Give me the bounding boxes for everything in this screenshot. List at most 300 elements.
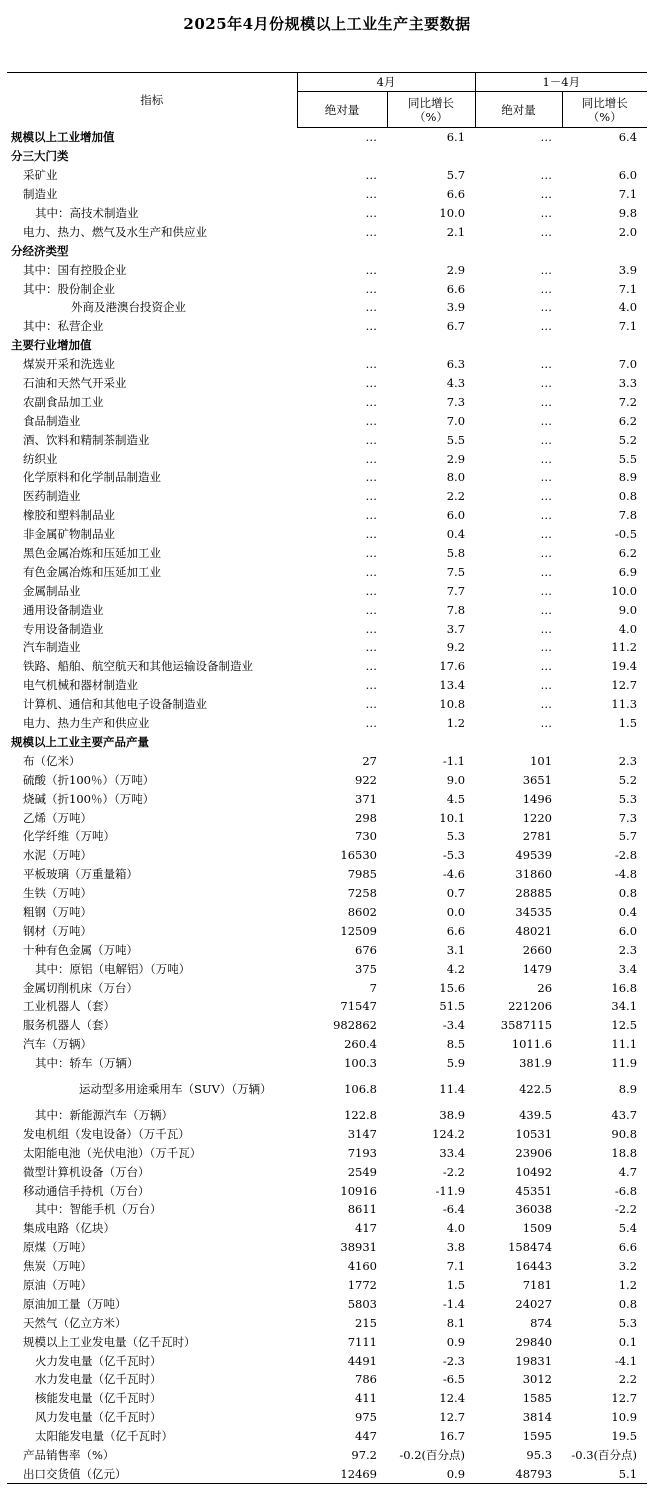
row-label: 石油和天然气开采业: [23, 376, 127, 391]
row-label: 水泥（万吨）: [23, 848, 92, 863]
table-row: [7, 1219, 647, 1238]
month-yoy-value: 0.4: [446, 527, 466, 542]
ytd-abs-value: 26: [537, 980, 553, 995]
ytd-abs-value: …: [540, 659, 553, 674]
row-label: 产品销售率（%）: [23, 1448, 115, 1462]
ytd-yoy-value: 19.4: [611, 659, 638, 674]
month-abs-value: 7258: [347, 886, 377, 901]
month-yoy-value: 10.0: [439, 206, 466, 220]
table-row: [7, 1124, 647, 1143]
month-abs-value: …: [365, 697, 377, 712]
month-abs-value: …: [365, 621, 377, 636]
month-yoy-value: 4.5: [446, 791, 466, 806]
month-abs-value: 100.3: [344, 1056, 377, 1071]
table-row: [7, 241, 647, 260]
ytd-abs-value: 95.3: [526, 1448, 553, 1462]
month-abs-value: 260.4: [344, 1037, 377, 1052]
data-table: [7, 72, 647, 1484]
month-yoy-value: 1.2: [446, 716, 466, 731]
month-abs-value: …: [365, 224, 377, 239]
table-row: [7, 411, 647, 430]
row-label: 规模以上工业增加值: [11, 130, 115, 145]
row-label: 太阳能发电量（亿千瓦时）: [35, 1429, 173, 1444]
month-abs-value: 122.8: [344, 1107, 377, 1122]
month-abs-value: 676: [355, 942, 377, 957]
month-abs-value: …: [365, 564, 377, 579]
month-yoy-value: 9.2: [446, 640, 466, 655]
month-yoy-value: [387, 733, 475, 752]
table-row: [7, 751, 647, 770]
table-row: [7, 638, 647, 657]
ytd-abs-value: …: [540, 130, 553, 145]
month-abs-value: 106.8: [344, 1082, 377, 1097]
table-row: [7, 1351, 647, 1370]
row-label: 农副食品加工业: [23, 394, 104, 409]
ytd-abs-value: 422.5: [519, 1082, 553, 1097]
row-label: 外商及港澳台投资企业: [71, 300, 186, 315]
ytd-abs-value: 2781: [522, 829, 553, 844]
month-yoy-value: -1.4: [442, 1296, 466, 1311]
row-label: 分三大门类: [11, 149, 69, 164]
ytd-yoy-value: 6.0: [618, 168, 638, 183]
month-abs-value: 298: [355, 810, 377, 825]
row-label: 煤炭开采和洗选业: [23, 357, 115, 372]
ytd-abs-value: 1479: [522, 961, 553, 976]
row-label: 焦炭（万吨）: [23, 1259, 92, 1274]
ytd-abs-value: …: [540, 489, 553, 504]
month-abs-value: 417: [355, 1221, 377, 1236]
table-row: [7, 1294, 647, 1313]
month-abs-value: 8602: [347, 904, 377, 919]
row-label: 分经济类型: [11, 243, 69, 258]
month-abs-value: 411: [355, 1391, 377, 1406]
month-abs-value: 1772: [347, 1277, 377, 1292]
ytd-yoy-value: 2.3: [618, 753, 638, 768]
month-yoy-value: 13.4: [439, 678, 466, 693]
month-yoy-value: 3.7: [446, 621, 466, 636]
ytd-abs-value: …: [540, 300, 553, 315]
month-yoy-value: 7.0: [446, 413, 466, 428]
row-label: 汽车（万辆）: [23, 1037, 92, 1052]
table-row: [7, 978, 647, 997]
ytd-abs-value: 23906: [515, 1145, 553, 1160]
month-abs-value: 7985: [347, 867, 377, 882]
row-label: 生铁（万吨）: [23, 886, 92, 901]
row-label: 电力、热力、燃气及水生产和供应业: [23, 224, 207, 239]
ytd-yoy-value: [562, 241, 647, 260]
table-row: [7, 657, 647, 676]
month-yoy-value: [387, 147, 475, 166]
ytd-yoy-value: 6.9: [618, 564, 638, 579]
month-abs-value: 447: [355, 1429, 377, 1444]
ytd-abs-value: …: [540, 564, 553, 579]
month-abs-value: 3147: [347, 1126, 377, 1141]
table-row: [7, 1035, 647, 1054]
ytd-abs-value: 49539: [515, 848, 553, 863]
ytd-abs-value: …: [540, 546, 553, 561]
ytd-yoy-value: 3.2: [618, 1259, 638, 1274]
ytd-abs-value: 1220: [522, 810, 553, 825]
month-yoy-value: 12.4: [439, 1391, 466, 1406]
ytd-yoy-value: 9.8: [618, 206, 638, 220]
ytd-yoy-value: [562, 733, 647, 752]
month-abs-value: 4491: [347, 1353, 377, 1368]
table-row: [7, 733, 647, 752]
ytd-abs-value: [475, 147, 562, 166]
ytd-abs-value: 34535: [515, 904, 553, 919]
month-yoy-value: 6.6: [446, 187, 466, 202]
month-abs-value: …: [365, 262, 377, 277]
month-yoy-value: 4.0: [446, 1221, 466, 1236]
month-abs-value: …: [365, 527, 377, 542]
month-yoy-value: 4.3: [446, 376, 466, 391]
ytd-yoy-value: 5.3: [618, 791, 638, 806]
ytd-abs-value: 48793: [475, 1464, 562, 1483]
ytd-abs-value: 19831: [515, 1353, 553, 1368]
month-abs-value: 371: [355, 791, 377, 806]
ytd-yoy-value: 18.8: [611, 1145, 638, 1160]
ytd-yoy-value: 6.0: [618, 923, 638, 938]
ytd-yoy-value: 4.0: [618, 621, 638, 636]
ytd-abs-value: [475, 733, 562, 752]
header-period-month: 4月: [297, 73, 475, 92]
month-yoy-value: 5.7: [446, 168, 466, 183]
month-yoy-value: 5.5: [446, 432, 466, 447]
month-yoy-value: 7.1: [446, 1259, 466, 1274]
table-row: [7, 1238, 647, 1257]
ytd-abs-value: [475, 336, 562, 355]
table-row: [7, 1016, 647, 1035]
table-row: [7, 544, 647, 563]
month-abs-value: 786: [355, 1372, 377, 1387]
ytd-abs-value: 381.9: [519, 1056, 553, 1071]
table-row: [7, 846, 647, 865]
ytd-abs-value: …: [540, 394, 553, 409]
ytd-abs-value: …: [540, 527, 553, 542]
row-label: 天然气（亿立方米）: [23, 1315, 127, 1330]
month-yoy-value: -5.3: [442, 848, 466, 863]
ytd-abs-value: 45351: [515, 1183, 553, 1198]
ytd-yoy-value: 4.0: [618, 300, 638, 315]
ytd-abs-value: …: [540, 583, 553, 598]
ytd-yoy-value: 8.9: [618, 470, 638, 485]
table-row: [7, 1181, 647, 1200]
ytd-yoy-value: 0.8: [618, 489, 638, 504]
ytd-yoy-value: 5.2: [618, 432, 638, 447]
ytd-yoy-value: [562, 336, 647, 355]
ytd-abs-value: …: [540, 470, 553, 485]
row-label: 发电机组（发电设备）（万千瓦）: [23, 1126, 190, 1141]
month-yoy-value: 124.2: [432, 1126, 466, 1141]
ytd-yoy-value: 7.0: [618, 357, 638, 372]
table-row: [7, 903, 647, 922]
ytd-abs-value: 1595: [522, 1429, 553, 1444]
table-row: [7, 449, 647, 468]
row-label: 十种有色金属（万吨）: [23, 942, 138, 957]
table-row: [7, 260, 647, 279]
ytd-abs-value: 1509: [522, 1221, 553, 1236]
month-yoy-value: -2.2: [442, 1164, 466, 1179]
row-label: 风力发电量（亿千瓦时）: [35, 1410, 162, 1425]
table-row: [7, 298, 647, 317]
ytd-abs-value: 101: [530, 753, 553, 768]
row-label: 化学原料和化学制品制造业: [23, 470, 161, 485]
ytd-abs-value: 3012: [522, 1372, 553, 1387]
row-label: 橡胶和塑料制品业: [23, 508, 115, 523]
ytd-abs-value: …: [540, 206, 553, 220]
row-label: 太阳能电池（光伏电池）（万千瓦）: [23, 1145, 202, 1160]
table-row: [7, 695, 647, 714]
month-yoy-value: 11.4: [439, 1082, 466, 1097]
month-abs-value: …: [365, 413, 377, 428]
ytd-yoy-value: 34.1: [611, 999, 638, 1014]
ytd-yoy-value: 6.2: [618, 413, 638, 428]
ytd-yoy-value: 0.4: [618, 904, 638, 919]
table-row: [7, 714, 647, 733]
row-label: 化学纤维（万吨）: [23, 829, 115, 844]
row-label: 运动型多用途乘用车（SUV）（万辆）: [79, 1081, 272, 1096]
month-yoy-value: -4.6: [442, 867, 466, 882]
row-label: 集成电路（亿块）: [23, 1221, 115, 1236]
month-yoy-value: 9.0: [446, 772, 466, 787]
table-row: [7, 770, 647, 789]
month-abs-value: …: [365, 470, 377, 485]
ytd-yoy-value: 8.9: [618, 1082, 638, 1097]
month-abs-value: …: [365, 187, 377, 202]
month-abs-value: …: [365, 432, 377, 447]
month-yoy-value: 6.3: [446, 357, 466, 372]
row-label: 纺织业: [23, 451, 58, 466]
row-label: 其中：国有控股企业: [23, 262, 127, 277]
row-label: 其中：原铝（电解铝）（万吨）: [35, 961, 191, 976]
row-label: 电气机械和器材制造业: [23, 678, 138, 693]
month-yoy-value: 3.9: [446, 300, 466, 315]
month-abs-value: 7111: [347, 1334, 377, 1349]
month-abs-value: 7193: [347, 1145, 377, 1160]
header-yoy-label: 同比增长: [408, 95, 454, 110]
ytd-yoy-value: 5.2: [618, 772, 638, 787]
ytd-abs-value: 28885: [515, 886, 553, 901]
table-row: [7, 1389, 647, 1408]
ytd-abs-value: …: [540, 602, 553, 617]
month-abs-value: …: [365, 489, 377, 504]
table-row: [7, 940, 647, 959]
ytd-abs-value: 3651: [522, 772, 553, 787]
row-label: 烧碱（折100％）（万吨）: [23, 791, 155, 806]
ytd-abs-value: 36038: [515, 1202, 553, 1217]
table-row: [7, 1054, 647, 1073]
month-abs-value: …: [365, 678, 377, 693]
row-label: 原煤（万吨）: [23, 1240, 92, 1255]
ytd-abs-value: …: [540, 319, 553, 334]
ytd-yoy-value: 4.7: [618, 1164, 638, 1179]
month-abs-value: …: [365, 281, 377, 296]
header-yoy-ytd: [562, 92, 647, 128]
table-row: [7, 600, 647, 619]
row-label: 电力、热力生产和供应业: [23, 716, 150, 731]
row-label: 其中：高技术制造业: [35, 206, 139, 220]
month-abs-value: 71547: [340, 999, 377, 1014]
row-label: 非金属矿物制品业: [23, 527, 115, 542]
month-abs-value: [297, 241, 387, 260]
ytd-abs-value: 158474: [508, 1240, 553, 1255]
month-abs-value: …: [365, 130, 377, 145]
month-yoy-value: 0.9: [446, 1334, 466, 1349]
ytd-yoy-value: 12.5: [611, 1018, 638, 1033]
row-label: 微型计算机设备（万台）: [23, 1164, 150, 1179]
row-label: 原油（万吨）: [23, 1277, 92, 1292]
month-yoy-value: 5.9: [446, 1056, 466, 1071]
month-yoy-value: 1.5: [446, 1277, 466, 1292]
ytd-yoy-value: 10.0: [611, 583, 638, 598]
row-label: 其中：私营企业: [23, 319, 104, 334]
row-label: 服务机器人（套）: [23, 1018, 115, 1033]
month-yoy-value: -2.3: [442, 1353, 466, 1368]
ytd-abs-value: 439.5: [519, 1107, 553, 1122]
table-row: [7, 128, 647, 147]
ytd-yoy-value: -2.8: [614, 848, 638, 863]
table-row: [7, 525, 647, 544]
month-yoy-value: 51.5: [439, 999, 466, 1014]
month-yoy-value: 7.7: [446, 583, 466, 598]
table-row: [7, 619, 647, 638]
table-row: [7, 147, 647, 166]
month-yoy-value: 4.2: [446, 961, 466, 976]
month-yoy-value: 7.3: [446, 394, 466, 409]
month-yoy-value: -1.1: [442, 753, 466, 768]
month-abs-value: 4160: [347, 1259, 377, 1274]
row-label: 通用设备制造业: [23, 602, 104, 617]
row-label: 规模以上工业主要产品产量: [11, 734, 149, 749]
header-yoy-month: [387, 92, 475, 128]
ytd-yoy-value: -0.5: [614, 527, 638, 542]
ytd-yoy-value: 1.2: [618, 1277, 638, 1292]
ytd-abs-value: …: [540, 262, 553, 277]
ytd-yoy-value: 3.9: [618, 262, 638, 277]
ytd-abs-value: …: [540, 413, 553, 428]
header-period-ytd: 1－4月: [475, 73, 647, 92]
row-label: 计算机、通信和其他电子设备制造业: [23, 697, 207, 712]
month-yoy-value: 5.3: [446, 829, 466, 844]
month-abs-value: …: [365, 602, 377, 617]
table-row: [7, 279, 647, 298]
table-row: [7, 997, 647, 1016]
ytd-abs-value: 221206: [508, 999, 553, 1014]
ytd-abs-value: 48021: [515, 923, 553, 938]
header-yoy-unit: （%）: [414, 109, 448, 124]
month-abs-value: …: [365, 168, 377, 183]
ytd-yoy-value: 5.1: [562, 1464, 647, 1483]
month-abs-value: [297, 733, 387, 752]
month-yoy-value: -3.4: [442, 1018, 466, 1033]
row-label: 其中：轿车（万辆）: [35, 1056, 139, 1071]
month-abs-value: 16530: [340, 848, 377, 863]
month-yoy-value: 15.6: [439, 980, 466, 995]
ytd-yoy-value: 5.5: [618, 451, 638, 466]
table-row: [7, 430, 647, 449]
ytd-yoy-value: 7.1: [618, 187, 638, 202]
month-abs-value: 7: [369, 980, 377, 995]
table-row: [7, 1408, 647, 1427]
month-yoy-value: [387, 241, 475, 260]
ytd-abs-value: …: [540, 678, 553, 693]
row-label: 铁路、船舶、航空航天和其他运输设备制造业: [23, 659, 253, 674]
row-label: 布（亿米）: [23, 753, 81, 768]
ytd-yoy-value: 11.9: [611, 1056, 638, 1071]
ytd-abs-value: 3587115: [500, 1018, 553, 1033]
row-label: 专用设备制造业: [23, 621, 104, 636]
table-row: [7, 374, 647, 393]
month-abs-value: [297, 336, 387, 355]
ytd-yoy-value: 7.2: [618, 394, 638, 409]
ytd-abs-value: 874: [530, 1315, 553, 1330]
month-yoy-value: -6.5: [442, 1372, 466, 1387]
table-row: [7, 789, 647, 808]
ytd-abs-value: [475, 241, 562, 260]
row-label: 粗钢（万吨）: [23, 904, 92, 919]
ytd-yoy-value: -2.2: [614, 1202, 638, 1217]
ytd-yoy-value: 11.1: [611, 1037, 638, 1052]
ytd-yoy-value: 6.6: [618, 1240, 638, 1255]
ytd-yoy-value: 19.5: [611, 1429, 638, 1444]
table-row: [7, 355, 647, 374]
ytd-abs-value: …: [540, 224, 553, 239]
month-abs-value: 730: [355, 829, 377, 844]
month-yoy-value: 0.9: [387, 1464, 475, 1483]
ytd-abs-value: …: [540, 451, 553, 466]
ytd-yoy-value: 9.0: [618, 602, 638, 617]
month-abs-value: 10916: [340, 1183, 377, 1198]
month-abs-value: …: [365, 508, 377, 523]
table-row: [7, 1446, 647, 1465]
header-abs-ytd: 绝对量: [475, 92, 562, 128]
row-label: 采矿业: [23, 168, 58, 183]
row-label: 乙烯（万吨）: [23, 810, 92, 825]
month-abs-value: 38931: [340, 1240, 377, 1255]
row-label: 核能发电量（亿千瓦时）: [35, 1391, 162, 1406]
row-label: 金属切削机床（万台）: [23, 980, 138, 995]
row-label: 制造业: [23, 187, 58, 202]
row-label: 其中：新能源汽车（万辆）: [35, 1107, 173, 1122]
ytd-yoy-value: 5.3: [618, 1315, 638, 1330]
month-yoy-value: -0.2(百分点): [399, 1448, 466, 1462]
ytd-abs-value: …: [540, 281, 553, 296]
table-row: [7, 1073, 647, 1106]
table-header: [7, 73, 647, 128]
month-abs-value: 97.2: [351, 1448, 377, 1462]
page-title: 2025年4月份规模以上工业生产主要数据: [183, 15, 471, 33]
month-abs-value: …: [365, 583, 377, 598]
month-yoy-value: 17.6: [439, 659, 466, 674]
table-row: [7, 581, 647, 600]
month-yoy-value: 8.0: [446, 470, 466, 485]
table-row: [7, 468, 647, 487]
row-label: 其中：股份制企业: [23, 281, 115, 296]
table-row: [7, 562, 647, 581]
month-yoy-value: 6.6: [446, 281, 466, 296]
table-row: [7, 1143, 647, 1162]
month-yoy-value: 33.4: [439, 1145, 466, 1160]
month-abs-value: 975: [355, 1410, 377, 1425]
month-yoy-value: 5.8: [446, 546, 466, 561]
month-abs-value: …: [365, 357, 377, 372]
ytd-yoy-value: 16.8: [611, 980, 638, 995]
month-yoy-value: 2.9: [446, 451, 466, 466]
month-abs-value: 5803: [347, 1296, 377, 1311]
ytd-yoy-value: 7.3: [618, 810, 638, 825]
month-yoy-value: 7.8: [446, 602, 466, 617]
month-abs-value: 375: [355, 961, 377, 976]
